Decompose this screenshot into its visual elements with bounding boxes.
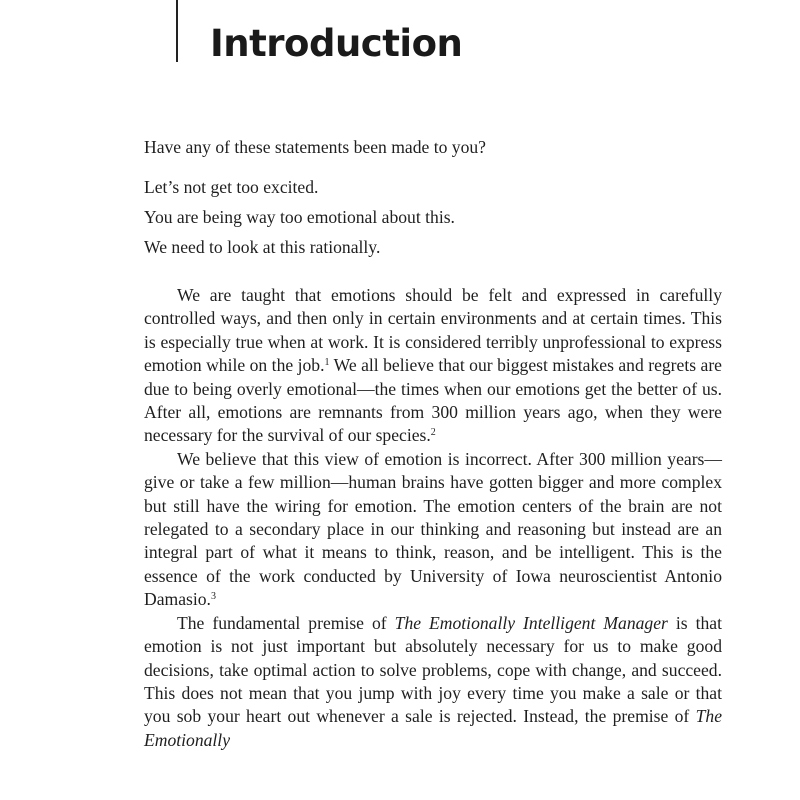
quote-list	[144, 176, 722, 266]
footnote-marker: 1	[324, 357, 330, 369]
footnote-marker: 2	[430, 427, 436, 439]
book-title: The Emotionally	[144, 706, 722, 750]
paragraph	[144, 612, 722, 752]
quote-item: You are being way too emotional about this.	[144, 207, 455, 227]
paragraph-text: is that emotion is not just important but absolutely necessary for us to make good decisions, take optimal action to solve problems, cope with change, and succeed. This does not mean that you jump with joy every time you make a sale or that you sob your heart out whenever a sale is rejected. Instead, the premise of	[144, 612, 722, 727]
paragraph	[144, 448, 722, 612]
book-title: The Emotionally Intelligent Manager	[394, 612, 668, 633]
quote-item: Let’s not get too excited.	[144, 177, 319, 197]
chapter-rule	[176, 0, 178, 62]
paragraph	[144, 284, 722, 448]
quote-item: We need to look at this rationally.	[144, 237, 381, 257]
paragraph-text: We are taught that emotions should be felt and expressed in carefully controlled ways, and then only in certain environments and at certain times. This is especially true when at work. It is considered terribly unprofessional to express emotion while on the job.	[144, 285, 722, 376]
paragraph-text: The fundamental premise of	[177, 612, 395, 633]
body-text	[144, 284, 722, 752]
footnote-marker: 3	[210, 591, 216, 603]
paragraph-text: We all believe that our biggest mistakes and regrets are due to being overly emotional—the times when our emotions get the better of us. After all, emotions are remnants from 300 million years ago, when they were necessary for the survival of our species.	[144, 355, 722, 446]
chapter-title: Introduction	[210, 22, 463, 65]
lead-question: Have any of these statements been made to you?	[144, 137, 486, 157]
paragraph-text: We believe that this view of emotion is incorrect. After 300 million years—give or take a few million—human brains have gotten bigger and more complex but still have the wiring for emotion. The emotion centers of the brain are not relegated to a secondary place in our thinking and reasoning but instead are an integral part of what it means to think, reason, and be intelligent. This is the essence of the work conducted by University of Iowa neuroscientist Antonio Damasio.	[144, 448, 722, 610]
